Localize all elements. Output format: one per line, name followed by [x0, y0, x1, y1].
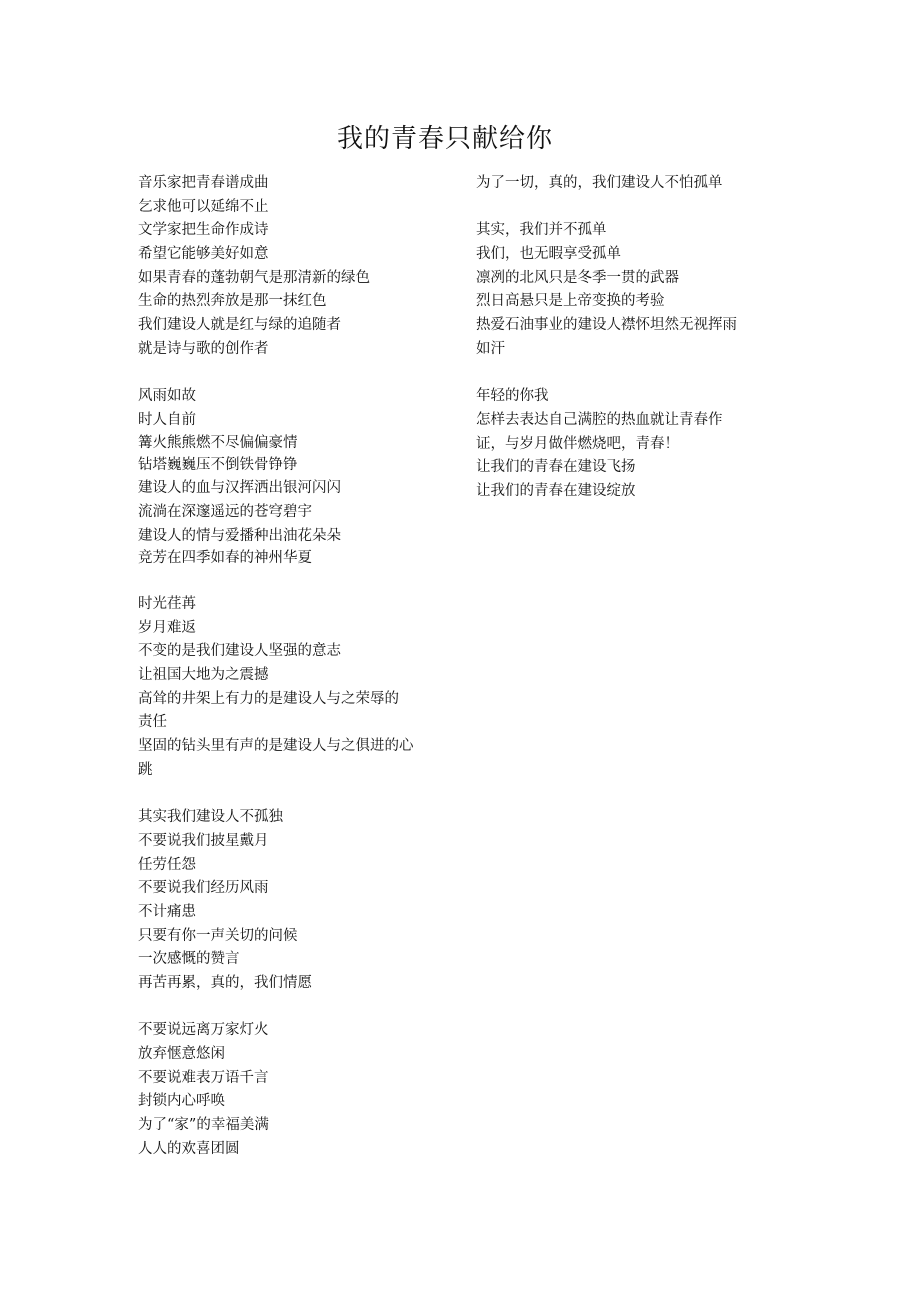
poem-line: 就是诗与歌的创作者	[138, 340, 269, 357]
poem-line: 让我们的青春在建设绽放	[476, 482, 636, 499]
poem-line: 竞芳在四季如春的神州华夏	[138, 550, 312, 567]
poem-line: 再苦再累，真的，我们情愿	[138, 975, 312, 991]
poem-title: 我的青春只献给你	[336, 124, 553, 154]
poem-line: 其实我们建设人不孤独	[138, 809, 283, 826]
poem-line: 文学家把生命作成诗	[138, 222, 269, 239]
poem-line: 建设人的血与汉挥洒出银河闪闪	[138, 480, 341, 497]
poem-line: 责任	[138, 714, 167, 731]
right-column	[476, 172, 766, 504]
poem-line: 放弃惬意悠闲	[138, 1046, 225, 1063]
poem-line: 音乐家把青春谱成曲	[138, 175, 269, 191]
poem-line: 我们，也无暇享受孤单	[476, 246, 621, 263]
left-column	[138, 172, 438, 1162]
poem-line: 不计痛患	[138, 903, 196, 920]
poem-line: 让我们的青春在建设飞扬	[476, 459, 636, 476]
poem-line: 乞求他可以延绵不止	[138, 198, 269, 215]
poem-line: 篝火熊熊燃不尽偏偏豪情	[138, 434, 298, 451]
poem-line: 一次感慨的赞言	[138, 951, 240, 968]
poem-line: 凛冽的北风只是冬季一贯的武器	[476, 269, 679, 286]
poem-line: 风雨如故	[138, 388, 196, 405]
poem-line: 时人自前	[138, 411, 196, 428]
poem-line: 我们建设人就是红与绿的追随者	[138, 317, 341, 334]
stanza-5	[138, 1019, 438, 1161]
poem-line: 高耸的井架上有力的是建设人与之荣辱的	[138, 690, 399, 707]
poem-line: 钻塔巍巍压不倒铁骨铮铮	[138, 456, 298, 473]
poem-line: 流淌在深邃遥远的苍穹碧宇	[138, 503, 312, 520]
poem-line: 封锁内心呼唤	[138, 1093, 225, 1110]
poem-line: 如果青春的蓬勃朝气是那清新的绿色	[138, 269, 370, 286]
poem-line: 不要说难表万语千言	[138, 1069, 269, 1086]
poem-line: 热爱石油事业的建设人襟怀坦然无视挥雨	[476, 317, 737, 334]
poem-line: 为了“家”的幸福美满	[138, 1117, 269, 1134]
poem-line: 不变的是我们建设人坚强的意志	[138, 643, 341, 660]
stanza-2	[138, 385, 438, 569]
stanza-7	[476, 219, 766, 361]
stanza-6	[476, 172, 766, 196]
poem-line: 为了一切，真的，我们建设人不怕孤单	[476, 175, 723, 191]
poem-line: 烈日高悬只是上帝变换的考验	[476, 293, 665, 310]
poem-line: 让祖国大地为之震撼	[138, 667, 269, 684]
stanza-3	[138, 593, 438, 783]
poem-line: 人人的欢喜团圆	[138, 1140, 240, 1157]
poem-line: 不要说远离万家灯火	[138, 1022, 269, 1039]
poem-line: 建设人的情与爱播种出油花朵朵	[138, 527, 341, 544]
poem-line: 不要说我们披星戴月	[138, 832, 269, 849]
stanza-4	[138, 806, 438, 996]
poem-line: 怎样去表达自己满腔的热血就让青春作	[476, 411, 723, 428]
poem-line: 跳	[138, 761, 153, 778]
poem-line: 其实，我们并不孤单	[476, 222, 607, 239]
poem-line: 生命的热烈奔放是那一抹红色	[138, 293, 327, 310]
poem-line: 只要有你一声关切的问候	[138, 927, 298, 944]
poem-line: 岁月难返	[138, 619, 196, 636]
stanza-8	[476, 385, 766, 503]
stanza-1	[138, 172, 438, 362]
poem-line: 证，与岁月做伴燃烧吧，青春！	[476, 435, 679, 452]
poem-line: 如汗	[476, 340, 505, 357]
poem-line: 不要说我们经历风雨	[138, 880, 269, 897]
poem-line: 时光荏苒	[138, 596, 196, 612]
poem-line: 希望它能够美好如意	[138, 246, 269, 263]
poem-line: 任劳任怨	[138, 856, 196, 873]
poem-line: 坚固的钻头里有声的是建设人与之俱进的心	[138, 738, 414, 755]
poem-line: 年轻的你我	[476, 388, 549, 405]
